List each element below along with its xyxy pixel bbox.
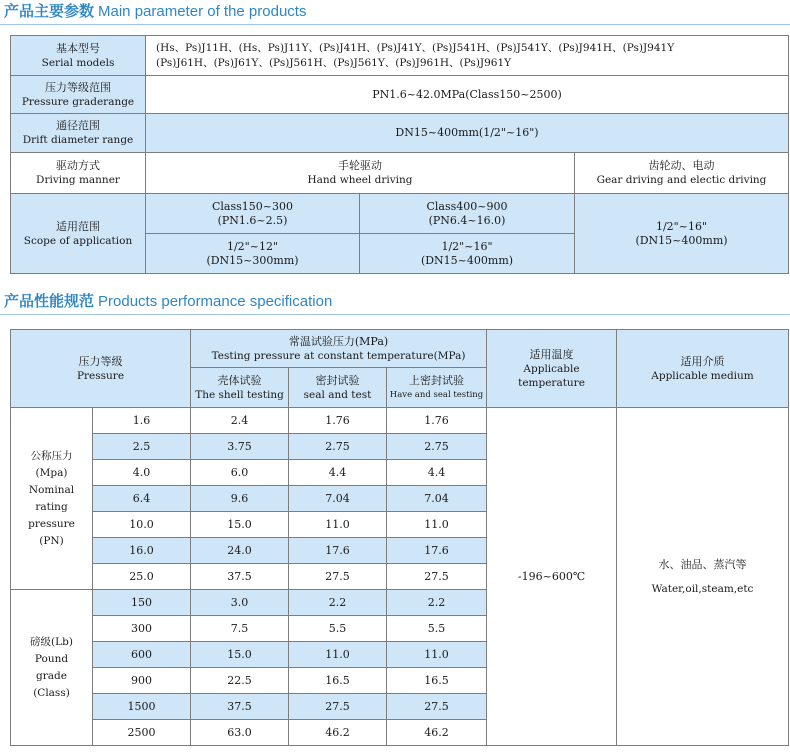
pressure-value: 2500 [93,720,191,746]
seal-test-value: 1.76 [289,408,387,434]
scope-text: 1/2"~12" [226,239,279,253]
medium-header [617,330,789,408]
pressure-value: 2.5 [93,434,191,460]
drift-diameter-value: DN15~400mm(1/2"~16") [146,114,789,153]
scope-class400-900 [360,194,575,234]
shell-test-value: 2.4 [191,408,289,434]
serial-models-row [11,36,789,76]
upper-seal-value: 2.2 [387,590,487,616]
seal-test-value: 17.6 [289,538,387,564]
upper-seal-value: 16.5 [387,668,487,694]
scope-text: (PN6.4~16.0) [428,213,506,227]
upper-seal-value: 5.5 [387,616,487,642]
scope-text: 1/2"~16" [655,219,708,233]
pressure-header [11,330,191,408]
header-en: Applicable medium [651,369,754,382]
gear-electric-driving-cell [575,153,789,194]
seal-test-value: 2.2 [289,590,387,616]
label-en: Scope of application [23,234,133,247]
section-title-performance [4,290,332,314]
section-title-zh: 产品性能规范 [4,293,95,310]
driving-manner-row [11,153,789,194]
header-en: Pressure [76,369,125,382]
shell-test-value: 6.0 [191,460,289,486]
shell-test-value: 15.0 [191,642,289,668]
label-en: Pressure graderange [21,95,135,108]
serial-models-value [146,36,789,76]
section-title-zh: 产品主要参数 [4,3,95,20]
scope-text: (DN15~400mm) [420,253,514,267]
seal-test-header [289,368,387,408]
serial-line-1: (Hs、Ps)J11H、(Hs、Ps)J11Y、(Ps)J41H、(Ps)J41Y、(Ps)J541H、(Ps)J541Y、(Ps)J941H、(Ps)J941Y [156,41,675,54]
pound-grade-group-label [11,590,93,746]
pressure-value: 4.0 [93,460,191,486]
seal-test-value: 27.5 [289,564,387,590]
seal-test-value: 5.5 [289,616,387,642]
nominal-pressure-group-label [11,408,93,590]
scope-size-1 [146,234,360,274]
pressure-value: 150 [93,590,191,616]
shell-test-value: 9.6 [191,486,289,512]
seal-test-value: 11.0 [289,642,387,668]
performance-spec-table [10,329,789,746]
upper-seal-value: 11.0 [387,642,487,668]
medium-value [617,408,789,746]
shell-test-value: 22.5 [191,668,289,694]
pressure-value: 1.6 [93,408,191,434]
group-text: (Class) [33,686,70,699]
group-text: rating [35,500,68,513]
header-en: The shell testing [195,388,284,401]
header-en: seal and test [303,388,372,401]
group-text: (Mpa) [35,466,68,479]
medium-en: Water,oil,steam,etc [651,582,754,595]
upper-seal-value: 46.2 [387,720,487,746]
testing-pressure-header [191,330,487,368]
shell-test-value: 63.0 [191,720,289,746]
seal-test-value: 11.0 [289,512,387,538]
header-zh: 上密封试验 [409,373,465,387]
scope-text: 1/2"~16" [441,239,493,253]
section-divider [0,24,790,25]
header-row-1 [11,330,789,368]
section-title-en: Main parameter of the products [98,3,307,20]
upper-seal-header [387,368,487,408]
seal-test-value: 46.2 [289,720,387,746]
upper-seal-value: 27.5 [387,694,487,720]
label-zh: 压力等级范围 [45,80,111,94]
group-text: Nominal [28,483,75,496]
hand-wheel-driving-cell [146,153,575,194]
driving-manner-label [11,153,146,194]
header-en: Applicable [523,362,580,375]
section-title-main-parameter [4,0,306,24]
temperature-header [487,330,617,408]
seal-test-value: 4.4 [289,460,387,486]
header-zh: 适用介质 [680,354,725,368]
header-zh: 适用温度 [529,347,574,361]
upper-seal-value: 17.6 [387,538,487,564]
label-zh: 适用范围 [56,219,100,233]
serial-line-2: (Ps)J61H、(Ps)J61Y、(Ps)J561H、(Ps)J561Y、(Ps)J961H、(Ps)J961Y [156,56,512,69]
label-zh: 通径范围 [56,119,100,132]
label-en: Drift diameter range [22,134,134,146]
scope-text: Class150~300 [212,199,293,213]
main-parameter-table [10,35,789,274]
pressure-value: 600 [93,642,191,668]
hand-zh: 手轮驱动 [338,159,382,172]
table-row [11,408,789,434]
scope-text: (PN1.6~2.5) [217,213,288,227]
scope-text: (DN15~400mm) [635,233,728,247]
upper-seal-value: 7.04 [387,486,487,512]
pressure-range-label [11,76,146,114]
scope-size-2 [360,234,575,274]
pressure-value: 300 [93,616,191,642]
header-zh: 壳体试验 [217,373,262,387]
shell-test-value: 7.5 [191,616,289,642]
shell-test-value: 3.0 [191,590,289,616]
seal-test-value: 16.5 [289,668,387,694]
scope-class150-300 [146,194,360,234]
header-zh: 压力等级 [78,354,123,368]
upper-seal-value: 2.75 [387,434,487,460]
gear-zh: 齿轮动、电动 [648,159,715,172]
scope-gear-range [575,194,789,274]
upper-seal-value: 1.76 [387,408,487,434]
header-zh: 密封试验 [315,373,360,387]
seal-test-value: 2.75 [289,434,387,460]
gear-en: Gear driving and electic driving [596,174,767,186]
group-text: (PN) [39,534,64,547]
drift-diameter-label [11,114,146,153]
shell-testing-header [191,368,289,408]
group-text: 磅级(Lb) [30,635,73,648]
pressure-value: 16.0 [93,538,191,564]
hand-en: Hand wheel driving [307,174,413,186]
label-en: Serial models [41,56,115,69]
header-en: Testing pressure at constant temperature(MPa) [211,349,466,362]
scope-text: Class400~900 [426,199,508,213]
group-text: Pound [34,652,69,665]
seal-test-value: 7.04 [289,486,387,512]
shell-test-value: 15.0 [191,512,289,538]
pressure-value: 6.4 [93,486,191,512]
pressure-range-value: PN1.6~42.0MPa(Class150~2500) [146,76,789,114]
label-zh: 基本型号 [56,41,100,55]
scope-label [11,194,146,274]
pressure-value: 900 [93,668,191,694]
shell-test-value: 24.0 [191,538,289,564]
shell-test-value: 3.75 [191,434,289,460]
section-divider [0,314,790,315]
upper-seal-value: 27.5 [387,564,487,590]
scope-row-top [11,194,789,234]
section-title-en: Products performance specification [98,293,333,310]
temperature-value: -196~600℃ [487,408,617,746]
pressure-value: 1500 [93,694,191,720]
scope-text: (DN15~300mm) [206,253,299,267]
group-text: grade [36,669,67,682]
label-zh: 驱动方式 [56,159,100,172]
medium-zh: 水、油品、蒸汽等 [658,557,747,571]
serial-models-label [11,36,146,76]
group-text: 公称压力 [30,449,73,462]
shell-test-value: 37.5 [191,694,289,720]
pressure-value: 25.0 [93,564,191,590]
seal-test-value: 27.5 [289,694,387,720]
group-text: pressure [28,517,75,530]
pressure-range-row [11,76,789,114]
upper-seal-value: 4.4 [387,460,487,486]
pressure-value: 10.0 [93,512,191,538]
header-en: temperature [518,376,585,389]
shell-test-value: 37.5 [191,564,289,590]
header-zh: 常温试验压力(MPa) [288,334,389,348]
header-en: Have and seal testing [389,389,484,400]
drift-diameter-row [11,114,789,153]
upper-seal-value: 11.0 [387,512,487,538]
label-en: Driving manner [36,174,120,186]
